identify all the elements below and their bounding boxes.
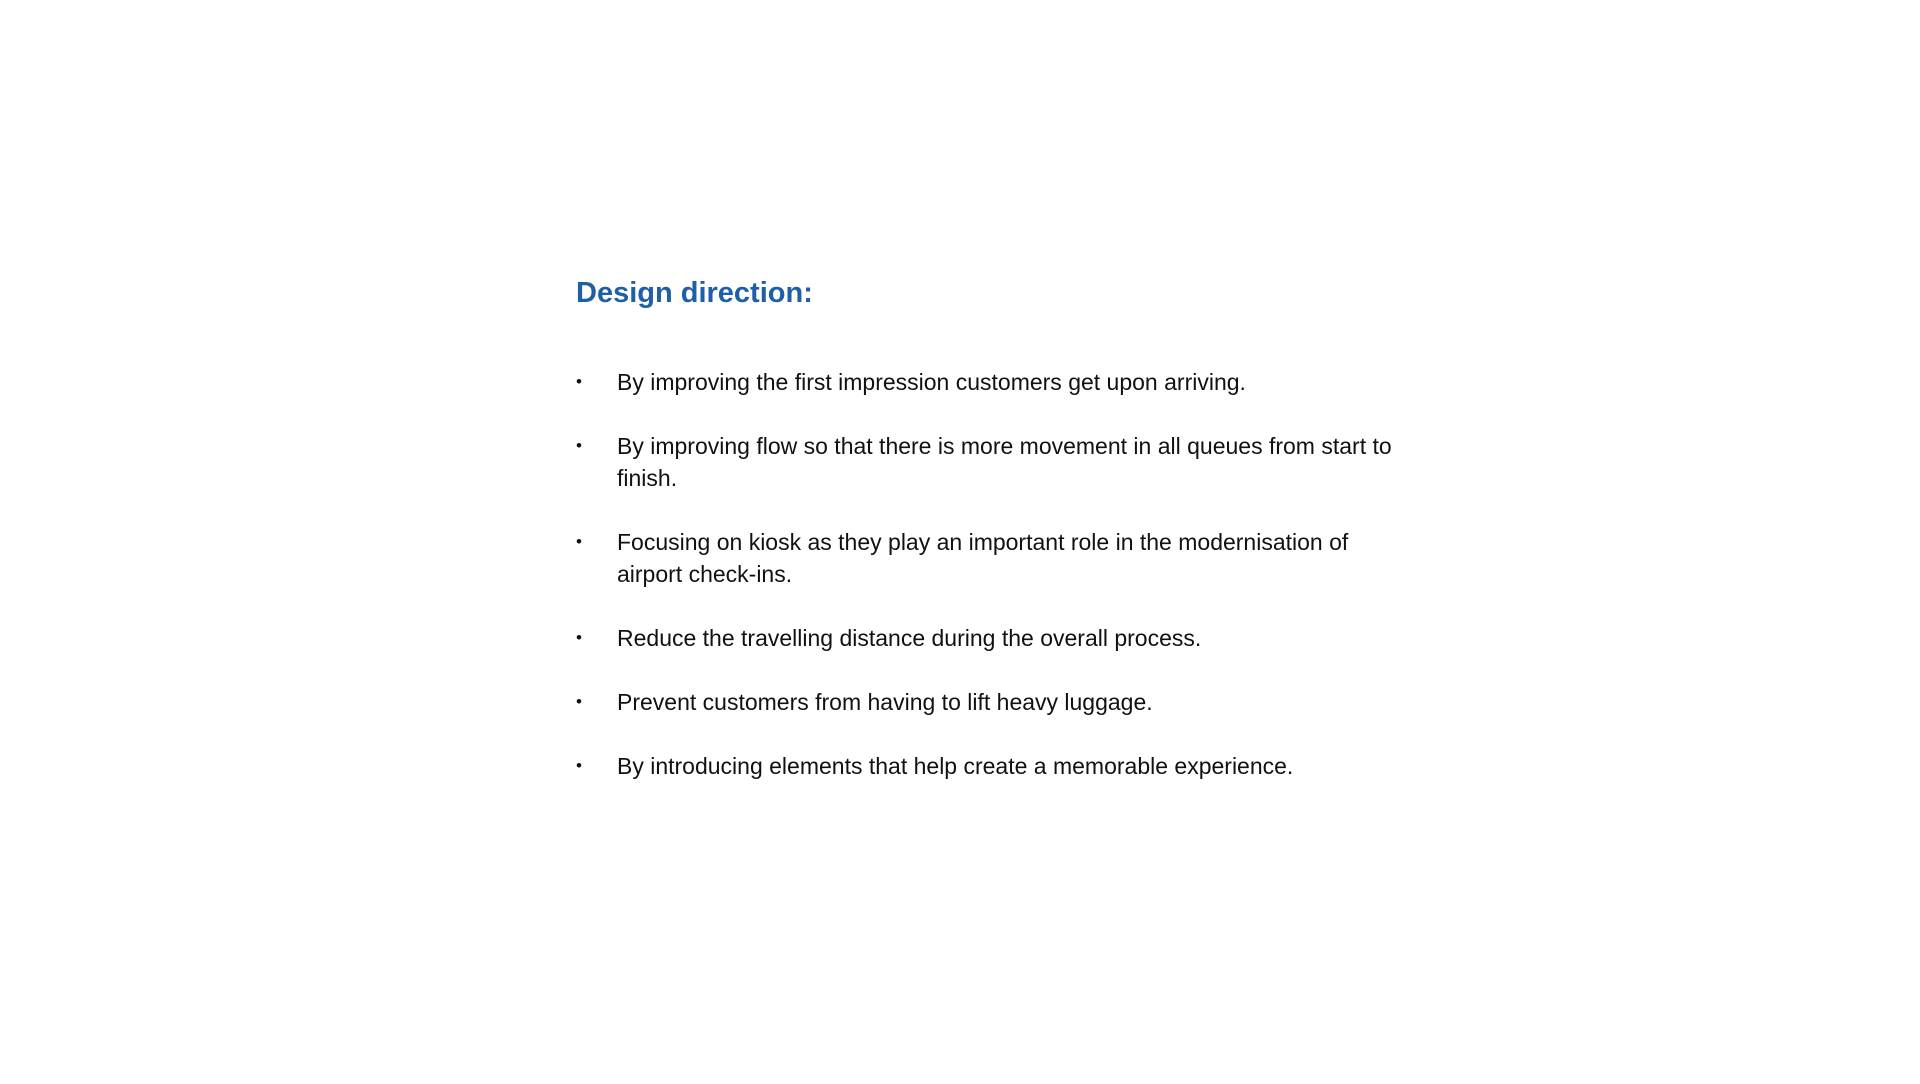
- bullet-dot-icon: •: [576, 756, 582, 775]
- bullet-dot-icon: •: [576, 692, 582, 711]
- bullet-text: By improving the first impression customers get upon arriving.: [617, 369, 1246, 395]
- bullet-text: By introducing elements that help create a memorable experience.: [617, 753, 1294, 779]
- bullet-list: [576, 366, 1416, 814]
- bullet-text: Prevent customers from having to lift heavy luggage.: [617, 689, 1153, 715]
- bullet-text: Focusing on kiosk as they play an important role in the modernisation of airport check-ins.: [617, 529, 1349, 587]
- bullet-dot-icon: •: [576, 436, 582, 455]
- bullet-item: [576, 526, 1416, 590]
- slide-content: [576, 270, 1416, 779]
- bullet-dot-icon: •: [576, 532, 582, 551]
- bullet-dot-icon: •: [576, 372, 582, 391]
- bullet-text: Reduce the travelling distance during the overall process.: [617, 625, 1202, 651]
- bullet-item: [576, 686, 1416, 718]
- slide-heading: Design direction:: [576, 277, 813, 309]
- bullet-item: [576, 366, 1416, 398]
- bullet-item: [576, 622, 1416, 654]
- bullet-item: [576, 750, 1416, 782]
- bullet-dot-icon: •: [576, 628, 582, 647]
- bullet-text: By improving flow so that there is more movement in all queues from start to finish.: [617, 433, 1392, 491]
- bullet-item: [576, 430, 1416, 494]
